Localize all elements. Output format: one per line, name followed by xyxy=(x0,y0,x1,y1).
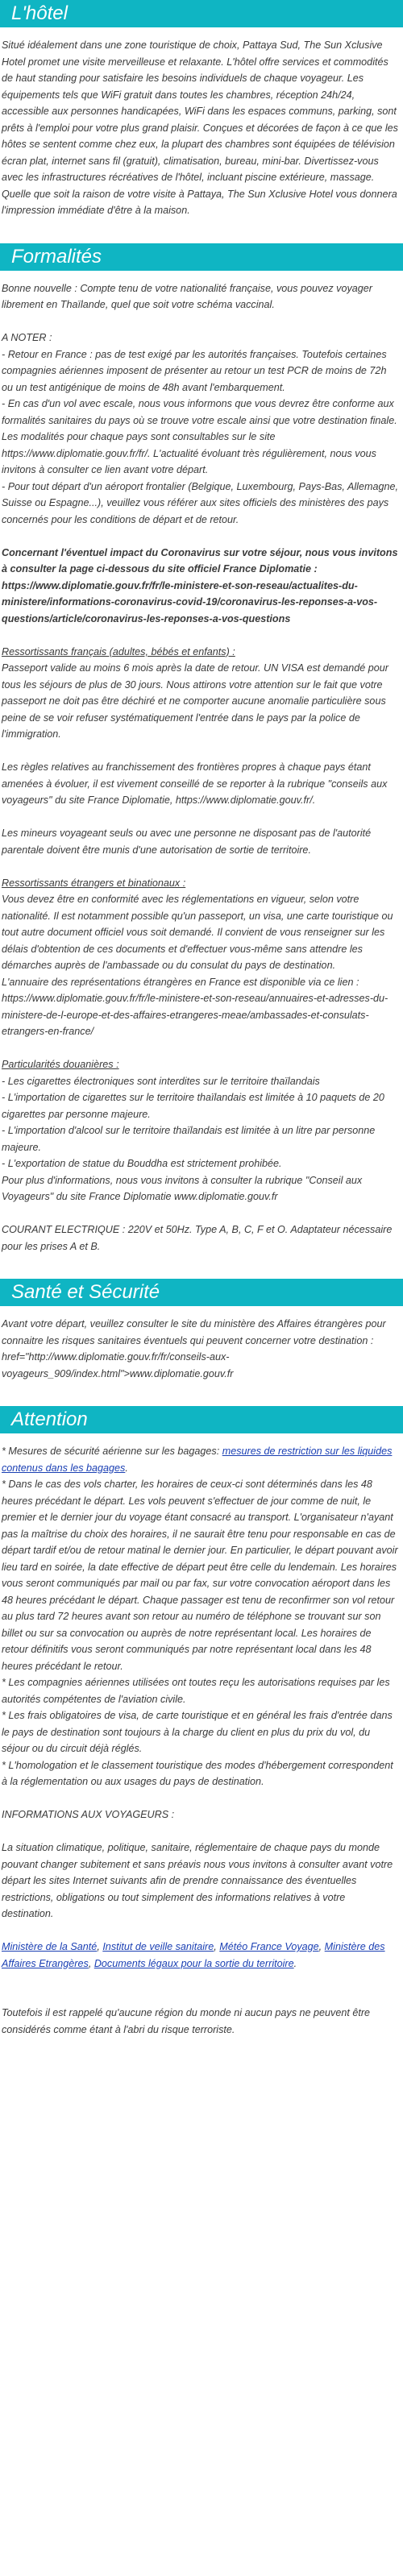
formalites-section xyxy=(0,243,403,1280)
minors-text: Les mineurs voyageant seuls ou avec une personne ne disposant pas de l'autorité parentale doivent être munis d'une autorisation de sortie de territoire. xyxy=(2,828,372,856)
foreign-directory: L'annuaire des représentations étrangères en France est disponible via ce lien : https://www.diplomatie.gouv.fr/fr/le-ministere-et-son-reseau/annuaires-et-adresses-du-ministere-de-l-europe-et-des-affaires-etrangeres-meae/ambassades-et-consulats-etrangers-en-france/ xyxy=(2,976,388,1037)
customs-line: - L'importation de cigarettes sur le territoire thaïlandais est limitée à 10 paquets de 20 cigarettes par personne majeure. xyxy=(2,1092,384,1120)
hotel-class-notice: * L'homologation et le classement touristique des modes d'hébergement correspondent à la réglementation ou aux usages du pays de destination. xyxy=(2,1759,393,1787)
baggage-prefix: * Mesures de sécurité aérienne sur les bagages: xyxy=(2,1446,222,1457)
note-line: - En cas d'un vol avec escale, nous vous informons que vous devrez être conforme aux formalités sanitaires du pays où se trouve votre escale ainsi que votre destination finale. xyxy=(2,398,397,426)
info-title: INFORMATIONS AUX VOYAGEURS : xyxy=(2,1809,175,1820)
foreign-text: Vous devez être en conformité avec les réglementations en vigueur, selon votre nationalité. Il est notamment possible qu'un passeport, un visa, une carte touristique ou tout autre document officiel vous soit demandé. Il convient de vous renseigner sur les délais d'obtention de ces documents et d'effectuer vous-même sans attendre les démarches auprès de l'ambassade ou du consulat du pays de destination. xyxy=(2,894,393,971)
formalites-intro: Bonne nouvelle : Compte tenu de votre nationalité française, vous pouvez voyager librement en Thaïlande, quel que soit votre schéma vaccinal. xyxy=(2,282,372,310)
covid-notice: Concernant l'éventuel impact du Coronavirus sur votre séjour, nous vous invitons à consulter la page ci-dessous du site officiel France Diplomatie : https://www.diplomatie.gouv.fr/fr/le-ministere-et-son-reseau/actualites-du-ministere/informations-coronavirus-covid-19/coronavirus-les-reponses-a-vos-questions/article/coronavirus-les-reponses-a-vos-questions xyxy=(2,546,398,624)
baggage-notice xyxy=(2,1443,398,1476)
official-links: Ministère de la Santé, Institut de veille sanitaire, Météo France Voyage, Ministère des Affaires Etrangères, Documents légaux pour la sortie du territoire. xyxy=(2,1941,385,1969)
border-rules-text: Les règles relatives au franchissement des frontières propres à chaque pays étant amenées à évoluer, il est vivement conseillé de se reporter à la rubrique "conseils aux voyageurs" du site France Diplomatie, https://www.diplomatie.gouv.fr/. xyxy=(2,761,388,806)
residents-title: Ressortissants français (adultes, bébés et enfants) : xyxy=(2,645,235,657)
info-text: La situation climatique, politique, sanitaire, réglementaire de chaque pays du monde pouvant changer subitement et sans préavis nous vous invitons à consulter avant votre départ les sites Internet suivants afin de prendre connaissance des éventuelles restrictions, obligations ou tout simplement des informations relatives à votre destination. xyxy=(2,1842,393,1919)
note-line: Les modalités pour chaque pays sont consultables sur le site https://www.diplomatie.gouv.fr/fr/. L'actualité évoluant très régulièrement, nous vous invitons à consulter ce lien avant votre départ. xyxy=(2,431,376,475)
link-veille-sanitaire[interactable]: Institut de veille sanitaire xyxy=(102,1941,214,1952)
customs-line: Pour plus d'informations, nous vous invitons à consulter la rubrique "Conseil aux Voyageurs" du site France Diplomatie www.diplomatie.gouv.fr xyxy=(2,1174,363,1202)
note-title: A NOTER : xyxy=(2,332,52,343)
attention-body xyxy=(0,1443,403,2038)
hotel-heading: L'hôtel xyxy=(0,0,403,27)
customs-line: - Les cigarettes électroniques sont interdites sur le territoire thaïlandais xyxy=(2,1075,320,1087)
sante-text: Avant votre départ, veuillez consulter le site du ministère des Affaires étrangères pour connaitre les risques sanitaires éventuels qui peuvent concerner votre destination : href="http://www.diplomatie.gouv.fr/fr/conseils-aux-voyageurs_909/index.html">www.diplomatie.gouv.fr xyxy=(2,1318,386,1379)
fees-notice: * Les frais obligatoires de visa, de carte touristique et en général les frais d'entrée dans le pays de destination sont toujours à la charge du client en plus du prix du vol, du séjour ou du circuit déjà réglés. xyxy=(2,1710,393,1754)
note-line: - Retour en France : pas de test exigé par les autorités françaises. Toutefois certaines compagnies aériennes imposent de présenter au retour un test PCR de moins de 72h ou un test antigénique de moins de 48h avant l'embarquement. xyxy=(2,348,387,393)
charter-notice: * Dans le cas des vols charter, les horaires de ceux-ci sont déterminés dans les 48 heures précédant le départ. Les vols peuvent s'effectuer de jour comme de nuit, le premier et le dernier jour du voyage étant consacré au transport. L'organisateur n'ayant pas la maîtrise du choix des horaires, il ne saurait être tenu pour responsable en cas de départ tardif et/ou de retour matinal le dernier jour. En particulier, le départ pouvant avoir lieu tard en soirée, la date effective de départ peut être celle du lendemain. Les horaires vous seront communiqués par mail ou par fax, sur votre convocation aéroport dans les 48 heures précédant le départ. Chaque passager est tenu de reconfirmer son vol retour au plus tard 72 heures avant son retour au numéro de téléphone se trouvant sur son billet ou sur sa convocation ou auprès de notre représentant local. Les horaires de retour définitifs vous seront communiqués par notre représentant local dans les 48 heures précédant le retour. xyxy=(2,1479,398,1672)
hotel-description: Situé idéalement dans une zone touristique de choix, Pattaya Sud, The Sun Xclusive Hotel promet une visite merveilleuse et relaxante. L'hôtel offre services et commodités de haut standing pour satisfaire les besoins individuels de chaque voyageur. Les équipements tels que WiFi gratuit dans toutes les chambres, réception 24h/24, accessible aux personnes handicapées, WiFi dans les espaces communs, parking, sont prêts à l'emploi pour votre plus grand plaisir. Conçues et décorées de façon à ce que les hôtes se sentent comme chez eux, la plupart des chambres sont équipées de télévision écran plat, internet sans fil (gratuit), climatisation, bureau, mini-bar. Divertissez-vous avec les infrastructures récréatives de l'hôtel, incluant piscine extérieure, massage. Quelle que soit la raison de votre visite à Pattaya, The Sun Xclusive Hotel vous donnera l'impression immédiate d'être à la maison. xyxy=(2,39,398,216)
residents-text: Passeport valide au moins 6 mois après la date de retour. UN VISA est demandé pour tous les séjours de plus de 30 jours. Nous attirons votre attention sur le fait que votre passeport ne doit pas être déchiré et ne comporter aucune anomalie particulière sous peine de se voir refuser systématiquement l'entrée dans le pays par la police de l'immigration. xyxy=(2,662,388,740)
link-meteo-france[interactable]: Météo France Voyage xyxy=(219,1941,319,1952)
customs-line: - L'exportation de statue du Bouddha est strictement prohibée. xyxy=(2,1158,282,1169)
airlines-notice: * Les compagnies aériennes utilisées ont toutes reçu les autorisations requises par les autorités compétentes de l'aviation civile. xyxy=(2,1677,390,1705)
hotel-body xyxy=(0,37,403,219)
link-documents-legaux[interactable]: Documents légaux pour la sortie du territoire xyxy=(93,1957,294,1969)
formalites-body xyxy=(0,280,403,1255)
sante-heading: Santé et Sécurité xyxy=(0,1279,403,1306)
link-ministere-sante[interactable]: Ministère de la Santé xyxy=(2,1941,98,1952)
customs-line: - L'importation d'alcool sur le territoire thaïlandais est limitée à un litre par personne majeure. xyxy=(2,1125,376,1153)
electric-info: COURANT ELECTRIQUE : 220V et 50Hz. Type A, B, C, F et O. Adaptateur nécessaire pour les prises A et B. xyxy=(2,1224,393,1252)
customs-title: Particularités douanières : xyxy=(2,1059,119,1070)
sante-body xyxy=(0,1316,403,1382)
terrorism-notice: Toutefois il est rappelé qu'aucune région du monde ni aucun pays ne peuvent être considérés comme étant à l'abri du risque terroriste. xyxy=(2,2007,371,2035)
liquids-restriction-link[interactable]: mesures de restriction sur les liquides contenus dans les bagages xyxy=(2,1446,393,1474)
baggage-suffix: . xyxy=(125,1462,128,1474)
sante-section xyxy=(0,1279,403,1406)
note-line: - Pour tout départ d'un aéroport frontalier (Belgique, Luxembourg, Pays-Bas, Allemagne, Suisse ou Espagne...), veuillez vous référer aux sites officiels des ministères des pays concernés pour les conditions de départ et de retour. xyxy=(2,480,398,525)
link-affaires-etrangeres[interactable]: Ministère des Affaires Etrangères xyxy=(2,1941,385,1969)
hotel-section xyxy=(0,0,403,243)
foreign-title: Ressortissants étrangers et binationaux : xyxy=(2,877,186,889)
formalites-heading: Formalités xyxy=(0,243,403,271)
attention-heading: Attention xyxy=(0,1406,403,1433)
attention-section xyxy=(0,1406,403,2062)
